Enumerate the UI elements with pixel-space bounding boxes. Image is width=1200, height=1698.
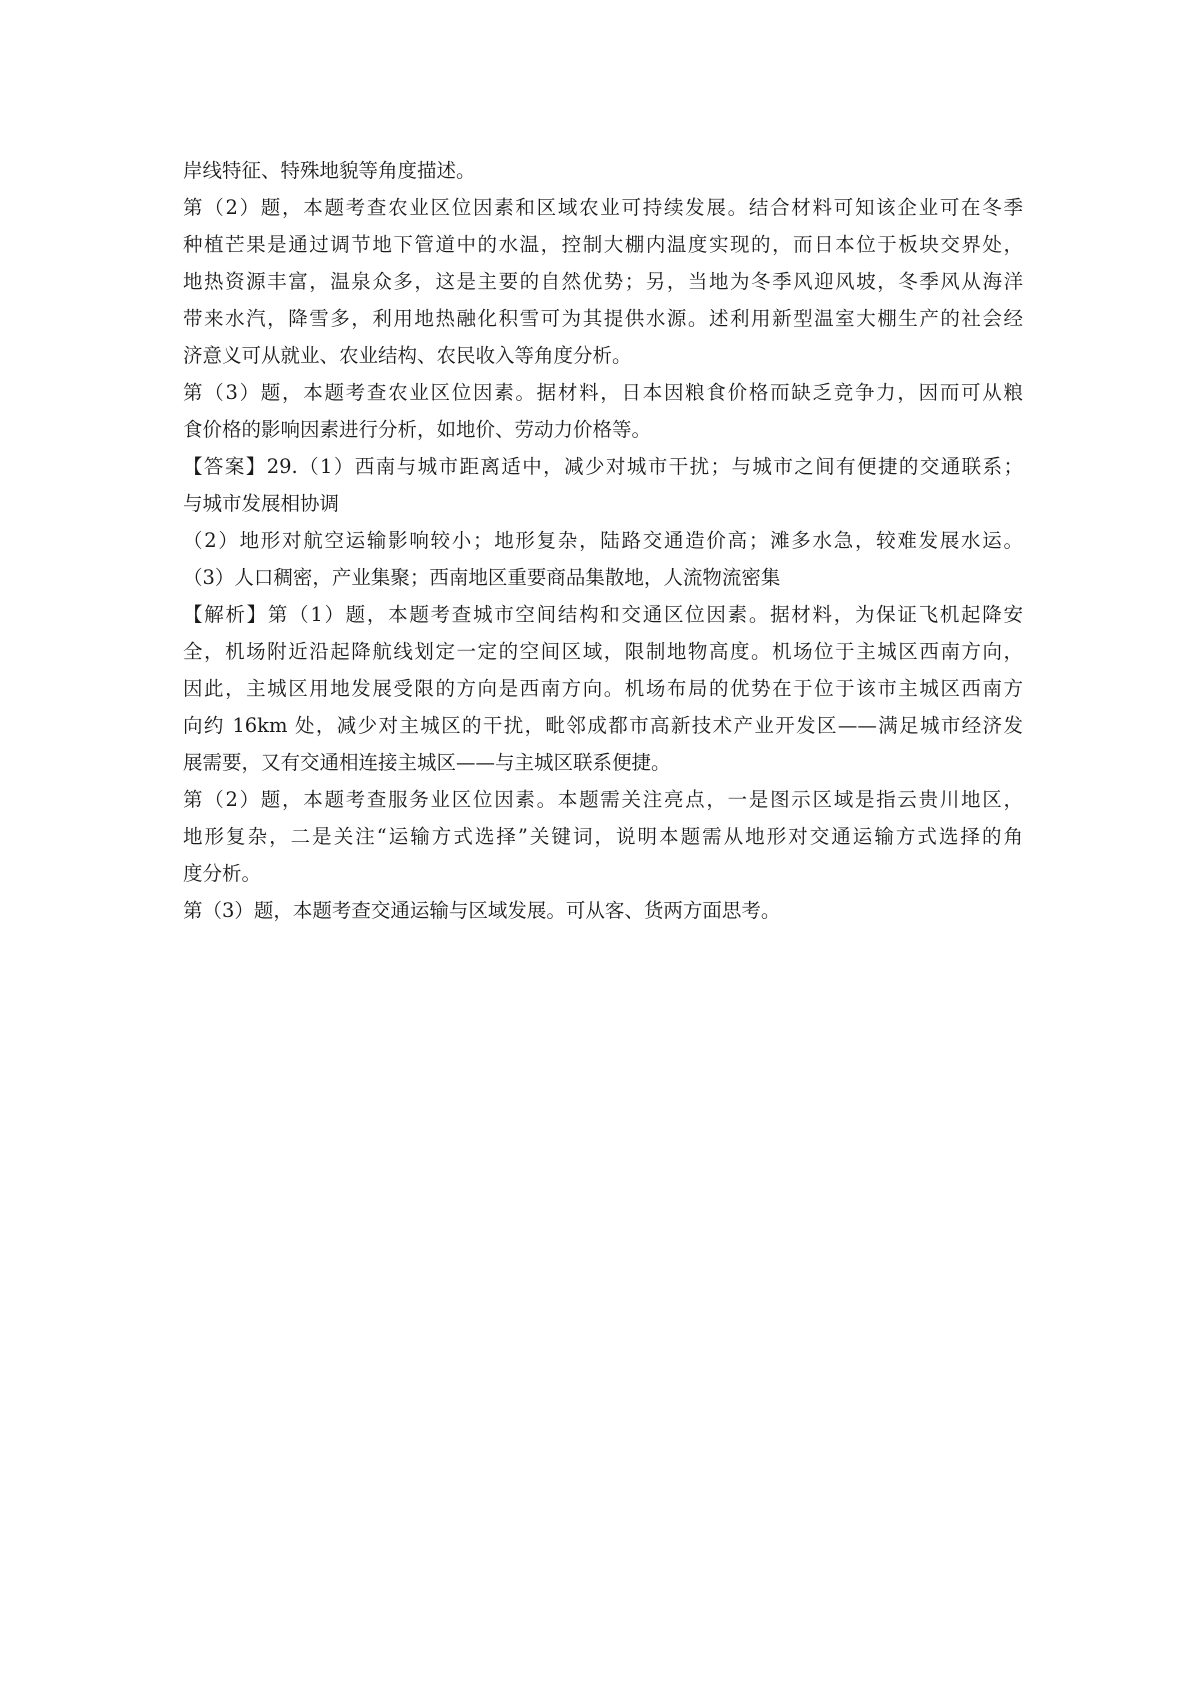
- analysis-line: 度分析。: [183, 862, 262, 885]
- analysis-line: 向约 16km 处，减少对主城区的干扰，毗邻成都市高新技术产业开发区——满足城市经济发: [183, 714, 1023, 737]
- analysis-line: 【解析】第（1）题，本题考查城市空间结构和交通区位因素。据材料，为保证飞机起降安: [183, 603, 1023, 626]
- analysis-line: 展需要，又有交通相连接主城区——与主城区联系便捷。: [183, 751, 671, 774]
- text-line: 岸线特征、特殊地貌等角度描述。: [183, 159, 476, 182]
- analysis-line: 全，机场附近沿起降航线划定一定的空间区域，限制地物高度。机场位于主城区西南方向，: [183, 640, 1023, 663]
- answer-line: （2）地形对航空运输影响较小；地形复杂，陆路交通造价高；滩多水急，较难发展水运。: [183, 529, 1023, 552]
- analysis-line: 第（3）题，本题考查交通运输与区域发展。可从客、货两方面思考。: [183, 899, 781, 922]
- answer-line: 与城市发展相协调: [183, 492, 340, 515]
- analysis-line: 地形复杂，二是关注“运输方式选择”关键词，说明本题需从地形对交通运输方式选择的角: [183, 825, 1023, 848]
- answer-line: （3）人口稠密，产业集聚；西南地区重要商品集散地，人流物流密集: [183, 566, 781, 589]
- text-line: 济意义可从就业、农业结构、农民收入等角度分析。: [183, 344, 632, 367]
- analysis-line: 因此，主城区用地发展受限的方向是西南方向。机场布局的优势在于位于该市主城区西南方: [183, 677, 1023, 700]
- text-line: 第（3）题，本题考查农业区位因素。据材料，日本因粮食价格而缺乏竞争力，因而可从粮: [183, 381, 1023, 404]
- analysis-line: 第（2）题，本题考查服务业区位因素。本题需关注亮点，一是图示区域是指云贵川地区，: [183, 788, 1023, 811]
- text-line: 地热资源丰富，温泉众多，这是主要的自然优势；另，当地为冬季风迎风坡，冬季风从海洋: [183, 270, 1023, 293]
- text-line: 带来水汽，降雪多，利用地热融化积雪可为其提供水源。述利用新型温室大棚生产的社会经: [183, 307, 1023, 330]
- text-line: 种植芒果是通过调节地下管道中的水温，控制大棚内温度实现的，而日本位于板块交界处，: [183, 233, 1023, 256]
- answer-line: 【答案】29.（1）西南与城市距离适中，减少对城市干扰；与城市之间有便捷的交通联系；: [183, 455, 1023, 478]
- document-body: [183, 152, 1023, 929]
- text-line: 第（2）题，本题考查农业区位因素和区域农业可持续发展。结合材料可知该企业可在冬季: [183, 196, 1023, 219]
- text-line: 食价格的影响因素进行分析，如地价、劳动力价格等。: [183, 418, 652, 441]
